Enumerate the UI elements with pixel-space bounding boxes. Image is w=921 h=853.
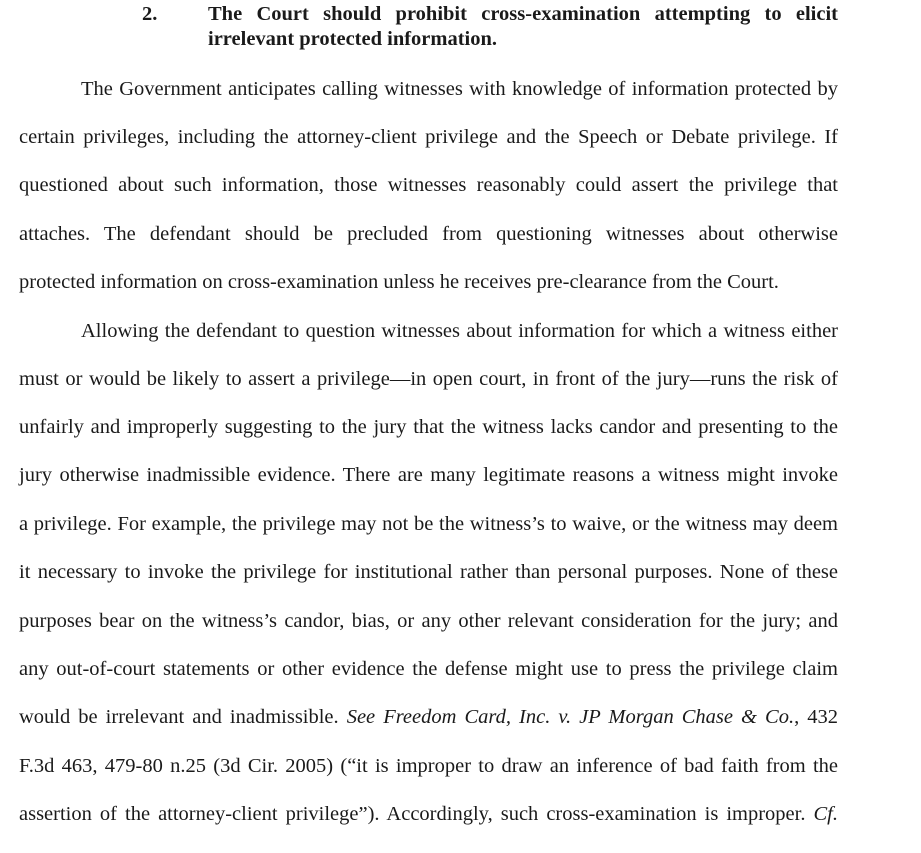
paragraph-2-line-1: Allowing the defendant to question witnesses about information for which a witness either	[81, 320, 838, 342]
signal-cf: Cf.	[813, 803, 838, 825]
paragraph-2-line-11	[19, 801, 838, 827]
paragraph-2-line-3: unfairly and improperly suggesting to the jury that the witness lacks candor and presenting to the	[19, 416, 838, 438]
paragraph-1-line-2: certain privileges, including the attorney-client privilege and the Speech or Debate privilege. If	[19, 126, 838, 148]
paragraph-2-line-10: F.3d 463, 479-80 n.25 (3d Cir. 2005) (“it is improper to draw an inference of bad faith from the	[19, 755, 838, 777]
section-title: The Court should prohibit cross-examination attempting to elicit irrelevant protected information.	[208, 3, 838, 50]
case-citation: See Freedom Card, Inc. v. JP Morgan Chase & Co.	[346, 706, 795, 728]
paragraph-2-line-4: jury otherwise inadmissible evidence. There are many legitimate reasons a witness might invoke	[19, 464, 838, 486]
paragraph-1-line-4: attaches. The defendant should be precluded from questioning witnesses about otherwise	[19, 223, 838, 245]
paragraph-2-line-2: must or would be likely to assert a privilege—in open court, in front of the jury—runs the risk of	[19, 368, 838, 390]
line-11-text: assertion of the attorney-client privilege”). Accordingly, such cross-examination is improper.	[19, 803, 814, 825]
line-9-tail: , 432	[794, 706, 838, 728]
paragraph-2-line-8: any out-of-court statements or other evidence the defense might use to press the privilege claim	[19, 658, 838, 680]
section-number: 2.	[142, 3, 158, 25]
paragraph-1-line-5: protected information on cross-examination unless he receives pre-clearance from the Court.	[19, 271, 779, 293]
paragraph-2-line-7: purposes bear on the witness’s candor, bias, or any other relevant consideration for the jury; and	[19, 610, 838, 632]
section-heading	[0, 0, 921, 60]
paragraph-1-line-1: The Government anticipates calling witnesses with knowledge of information protected by	[81, 78, 838, 100]
line-9-text: would be irrelevant and inadmissible.	[19, 706, 347, 728]
paragraph-2-line-5: a privilege. For example, the privilege may not be the witness’s to waive, or the witness may deem	[19, 513, 838, 535]
paragraph-1-line-3: questioned about such information, those witnesses reasonably could assert the privilege that	[19, 174, 838, 196]
paragraph-2-line-6: it necessary to invoke the privilege for institutional rather than personal purposes. None of these	[19, 561, 838, 583]
paragraph-2-line-9	[19, 704, 838, 730]
